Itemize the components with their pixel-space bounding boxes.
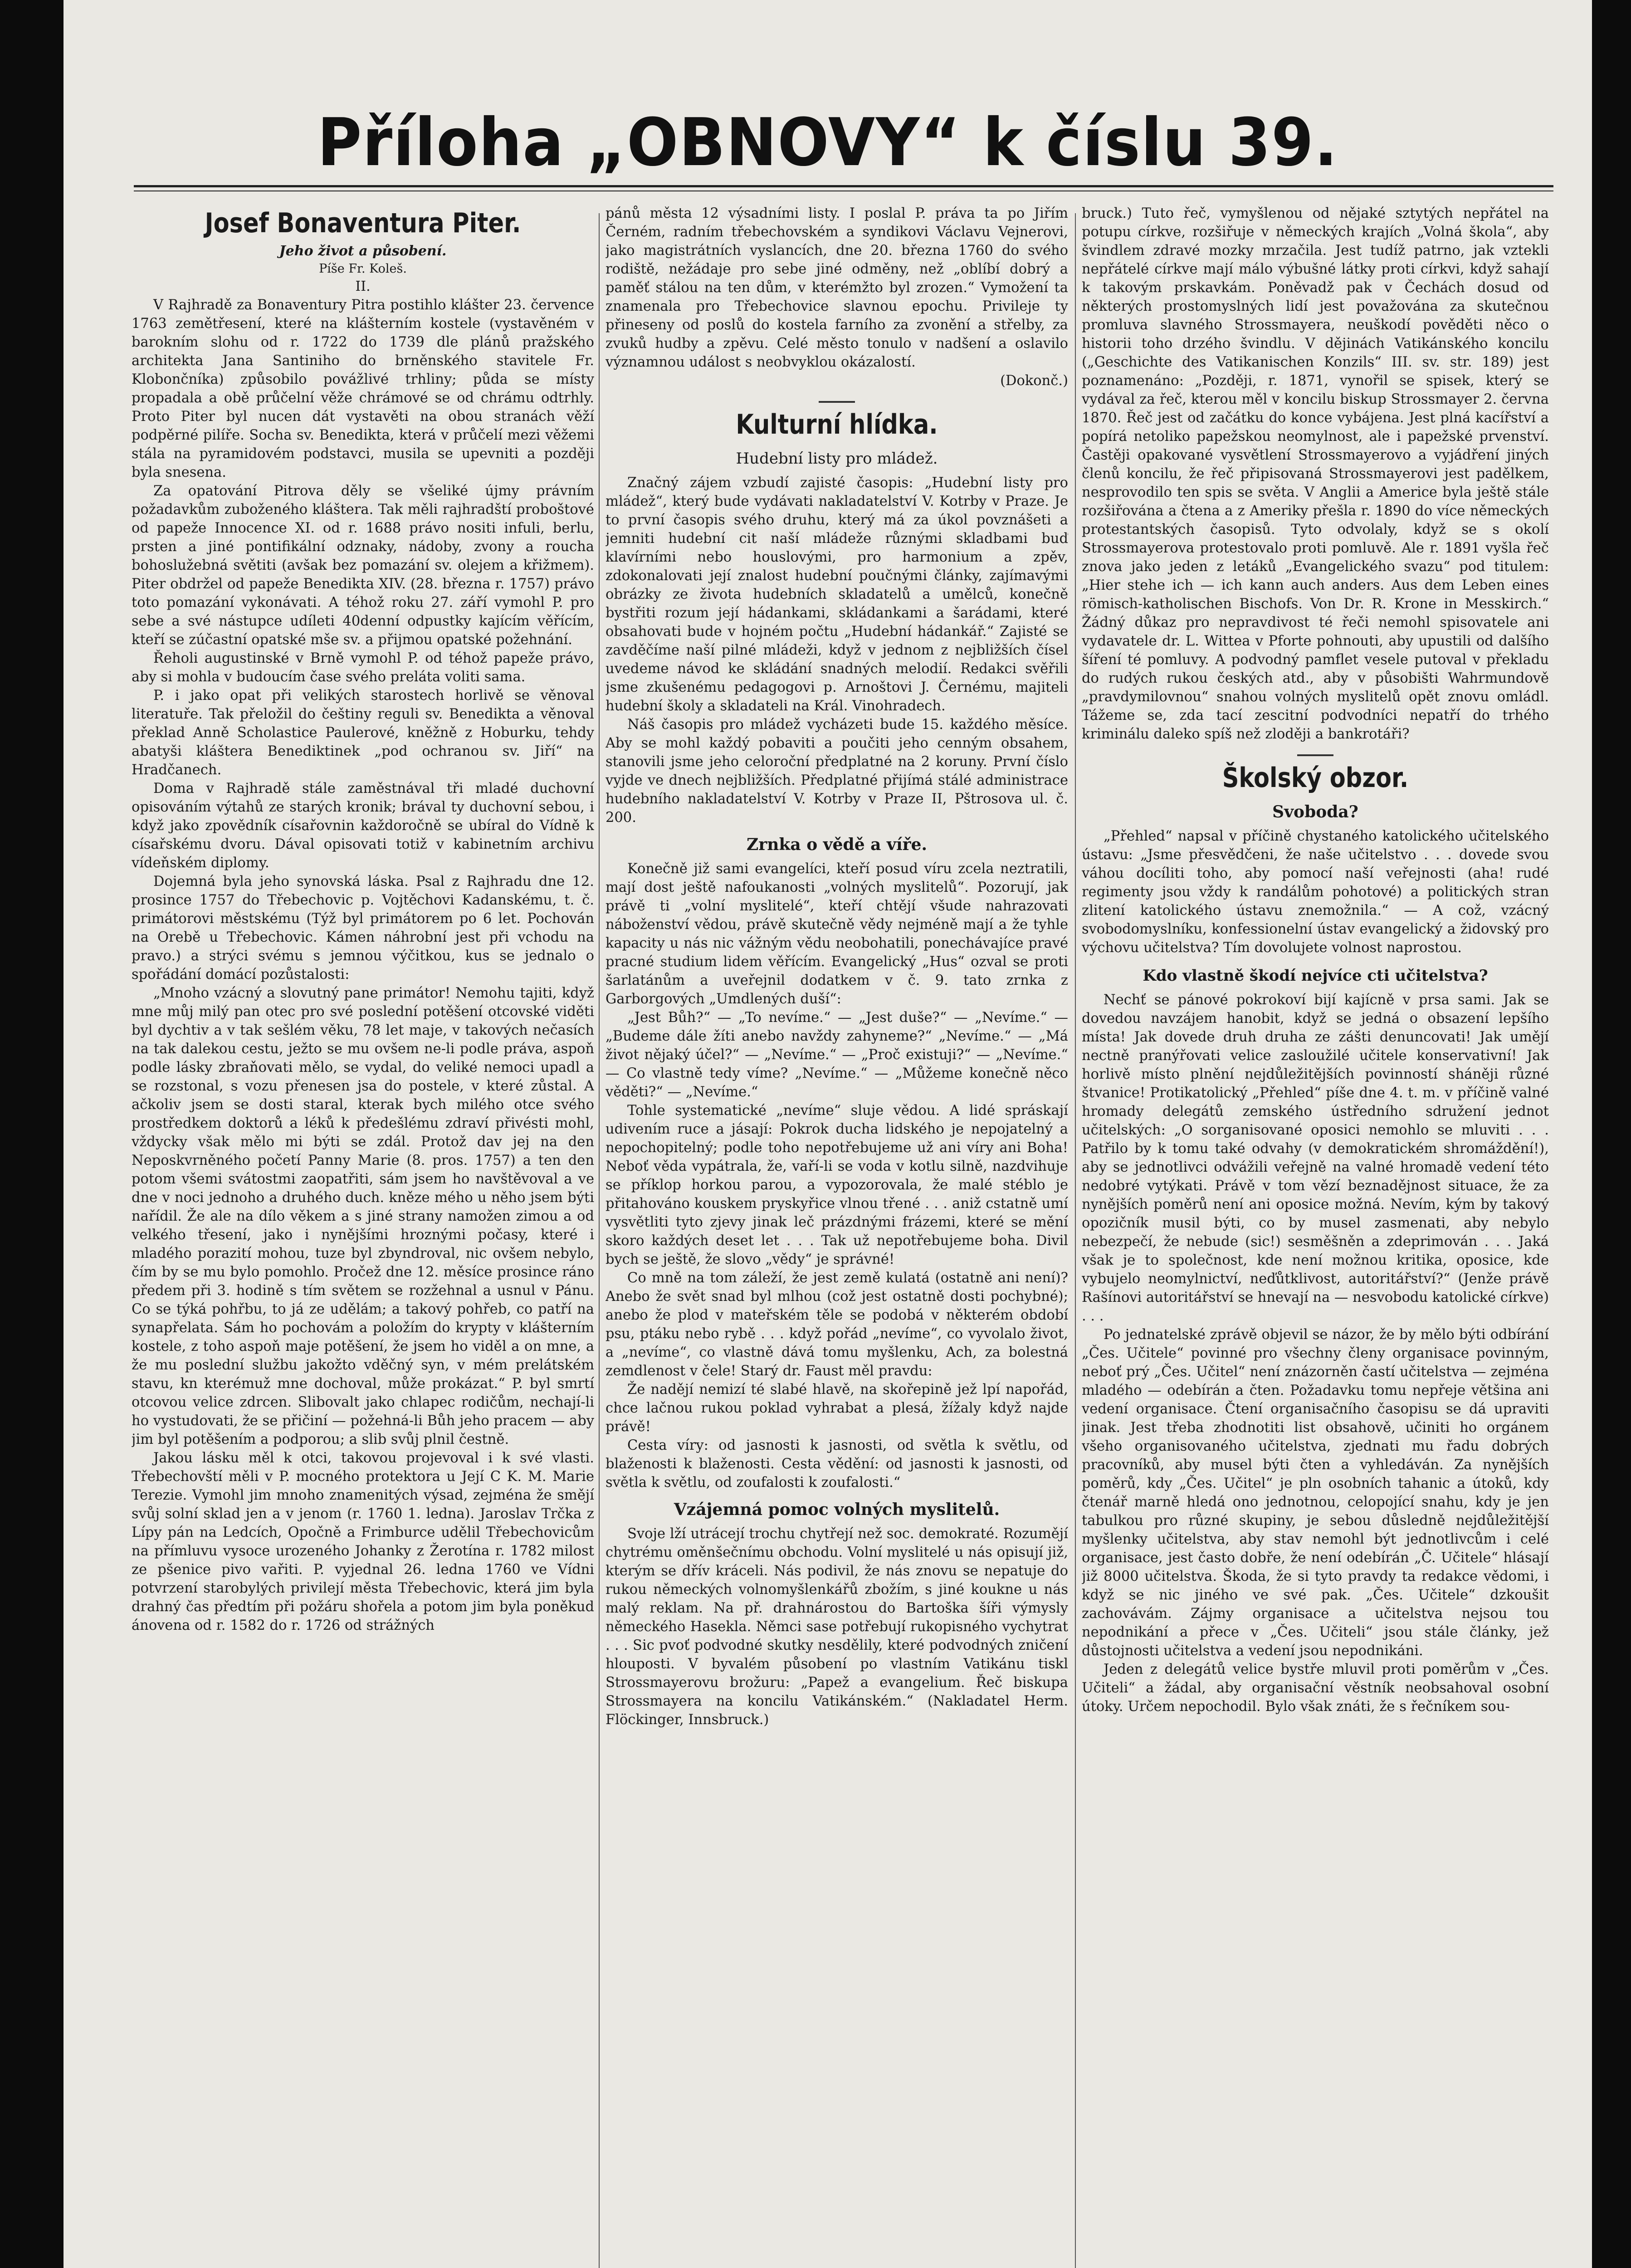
article-byline: Píše Fr. Koleš. [319, 262, 407, 276]
column-2 [606, 204, 1068, 2268]
article-part: II. [355, 279, 371, 294]
paragraph: Že nadějí nemizí té slabé hlavě, na skořepině jež lpí napořád, chce lačnou rukou poklad vyhrabat a plesá, žížaly když najde právě! [606, 1382, 1068, 1435]
subsection-title: Kdo vlastně škodí nejvíce cti učitelstva? [1143, 967, 1488, 985]
paragraph: pánů města 12 výsadními listy. I poslal P. práva ta po Jiřím Černém, radním třebechovském a syndikovi Václavu Vejnerovi, jako magistrátních vyslancích, dne 20. března 1760 do svého rodiště, nežádaje pro sebe jiné odměny, než „oblíbí dobrý a paměť stálou na ten dům, v kterémžto byl zrozen.“ Vymožení ta znamenala pro Třebechovice slavnou epochu. Privileje ty přineseny od poslů do kostela farního za zvonění a střelby, za zvuků hudby a zpěvu. Celé město tonulo v nadšení a oslavilo významnou událost s neobvyklou okázalostí. [606, 205, 1068, 370]
paragraph: Nechť se pánové pokrokoví bijí kajícně v prsa sami. Jak se dovedou navzájem hanobit, když se jedná o obsazení lepšího místa! Jak dovede druh druha ze zášti denuncovati! Jak umějí nectně pranýřovati velice zasloužilé učitele konservativní! Jak horlivě místo plnění nejdůležitějších povinností sháněji různé štvanice! Protikatolický „Přehled“ píše dne 4. t. m. v příčině valné hromady delegátů zemského ústředního sdružení jednot učitelských: „O sorganisované oposici nemohlo se mluviti . . . Patřilo by k tomu také odvahy (v demokratickém shromáždění!), aby se jednotlivci odvážili veřejně na valné hromadě vedení této nedobré vytýkati. Právě v tom vězí beznadějnost situace, že za nynějších poměrů není ani oposice možná. Nevím, kým by takový opozičník musil býti, co by musel zasmenati, aby nebylo nebezpečí, že nebude (sic!) sesměšněn a zdeprimován . . . Jaká však je to společnost, kde není možnou kritika, oposice, kde vybujelo neomylnictví, neďůtklivost, autoritářství?“ (Jenže právě Rašínovi autoritářství se hnevají na — nesvobodu katolické církve) . . . [1082, 992, 1549, 1324]
subsection-title: Svoboda? [1272, 802, 1358, 821]
section-title-culture: Kulturní hlídka. [736, 409, 938, 440]
article-title: Josef Bonaventura Piter. [205, 207, 521, 239]
newspaper-page [63, 0, 1592, 2268]
column-1 [132, 204, 594, 2268]
paragraph: Značný zájem vzbudí zajisté časopis: „Hudební listy pro mládež“, který bude vydávati nakladatelství V. Kotrby v Praze. Je to první časopis svého druhu, který má za úkol povznášeti a jemniti hudební cit naší mládeže různými skladbami buď klavírními nebo houslovými, pro harmonium a zpěv, zdokonalovati její znalost hudební poučnými články, zajímavými obrázky ze života hudebních skladatelů a umělců, konečně bystřiti rozum její hádankami, skládankami a šarádami, které obsahovati bude v hojném počtu „Hudební hádankář.“ Zajisté se zavděčíme naší pilné mládeži, když v jednom z nejbližších čísel uvedeme návod ke skládání snadných melodií. Redakci svěřili jsme zkušenému pedagogovi p. Arnoštovi J. Černému, majiteli hudební školy a skladateli na Král. Vinohradech. [606, 475, 1068, 714]
subsection-title: Vzájemná pomoc volných myslitelů. [674, 1500, 1000, 1519]
paragraph: „Mnoho vzácný a slovutný pane primátor! Nemohu tajiti, když mne můj milý pan otec pro své poslední potěšení otcovské viděti byl dychtiv a v tak sešlém věku, 78 let maje, v takových nečasích na tak dalekou cestu, ježto se mu ovšem ne-li podle práva, aspoň podle lásky zbraňovati mělo, se vydal, do veliké nemoci upadl a se rozstonal, s vozu přenesen jsa do postele, v které zůstal. A ačkoliv jsem se dosti staral, kterak bych milého otce svého prostředkem doktorů a léků k předešlému zdraví přivésti mohl, vždycky však mělo mi býti se zdál. Protož dav jej na den Neposkvrněného početí Panny Marie (8. pros. 1757) a ten den potom všemi svátostmi zaopatřiti, sám jsem ho navštěvoval a ve dne v noci jednoho a druhého duch. kněze mého u něho jsem býti nařídil. Že ale na dílo věkem a s jiné strany namožen zimou a od velkého třesení, jako i nynějšími hroznými počasy, které i mladého porazití mohou, tuze byl zbyndroval, nic ovšem nebylo, čím by se mu bylo pomohlo. Pročež dne 12. měsíce prosince ráno předem při 3. hodině s tím světem se rozžehnal a usnul v Pánu. Co se týká pohřbu, to já ze udělám; a takový pohřeb, co patří na synapřelata. Sám ho pochovám a položím do krypty v klášterním kostele, z toho aspoň maje potěšení, že jsem ho viděl a on mne, a že mu poslední službu jakožto vděčný syn, v mém prelátském stavu, kn kterémuž mne dochoval, může prokázat.“ P. byl smrtí otcovou velice zdrcen. Slibovalt jako chlapec rodičům, nechají-li ho vystudovati, že se přičiní — požehná-li Bůh jeho pracem — aby jim byl potěšením a podporou; a slib svůj plnil čestně. [132, 985, 594, 1447]
column-divider [1075, 213, 1076, 2268]
subsection-title: Hudební listy pro mládež. [736, 450, 938, 468]
subsection-title: Zrnka o vědě a víře. [746, 835, 928, 854]
paragraph: Konečně již sami evangelíci, kteří posud víru zcela neztratili, mají dost ještě nafoukanosti „volných myslitelů“. Pozorují, jak právě ti „volní myslitelé“, kteří chtějí všude nahrazovati náboženství vědou, právě skutečně vědy nejméně mají a že tyhle kapacity u nás nic vážným vědu neobohatili, ponechávajíce pravé pracné studium lidem věřícím. Evangelický „Hus“ ozval se proti šarlatánům a uveřejnil dodatkem v č. 9. tato zrnka z Garborgových „Umdlených duší“: [606, 861, 1068, 1007]
paragraph: Co mně na tom záleží, že jest země kulatá (ostatně ani není)? Anebo že svět snad byl mlhou (což jest ostatně dosti pochybné); anebo že plod v mateřském těle se podobá v některém období psu, ptáku nebo rybě . . . když pořád „nevíme“, co vyvolalo život, a „nevíme“, co vlastně dává tomu myšlenku, Ach, za bolestná zemdlenost v čele! Starý dr. Faust měl pravdu: [606, 1270, 1068, 1379]
section-divider [819, 401, 855, 403]
paragraph: Svoje lží utrácejí trochu chytřejí než soc. demokraté. Rozumějí chytrému oměnšečnímu obchodu. Volní myslitelé u nás opisují již, kterým se dřív kráceli. Nás podivil, že nás znovu se nepatuje do rukou německých volnomyšlenkářů zbožím, s jiné koukne u nás malý reklam. Na př. drahnárostou do Bartoška šíři výmysly německého Hasekla. Němci sase potřebují rukopisného vychytrat . . . Sic pvoť podvodné skutky nesdělily, které podvodných zničení hlouposti. V byvalém působení po vlastním Vatikánu tiskl Strossmayerovu brožuru: „Papež a evangelium. Řeč biskupa Strossmayera na koncilu Vatikánském.“ (Nakladatel Herm. Flöckinger, Innsbruck.) [606, 1526, 1068, 1728]
article-subtitle: Jeho život a působení. [279, 243, 447, 259]
paragraph: „Přehled“ napsal v příčině chystaného katolického učitelského ústavu: „Jsme přesvědčeni, že naše učitelstvo . . . dovede svou váhou docíliti toho, aby pomocí naší veřejnosti (aha! rudé regimenty jsou vždy k randálům pohotové) a politických stran zlitení katolického ústavu znemožnila.“ — A což, vzácný svobodomyslníku, konfessionelní ústav evangelický a židovský pro výchovu učitelstva? Tím dovolujete volnost naprostou. [1082, 828, 1549, 956]
paragraph: bruck.) Tuto řeč, vymyšlenou od nějaké sztytých nepřátel na potupu církve, rozšiřuje v německých krajích „Volná škola“, aby švindlem zdravé mozky mrzačila. Jest tudíž patrno, jak vztekli nepřátelé církve mají málo výbušné látky proti církvi, když sahají k takovým prskavkám. Poněvadž pak v Čechách dosud od některých prostomyslných lidí jest považována za skutečnou promluva slavného Strossmayera, neuškodí pověděti něco o historii toho drzého švindlu. V dějinách Vatikánského koncilu („Geschichte des Vatikanischen Konzils“ III. sv. str. 189) jest poznamenáno: „Později, r. 1871, vynořil se spisek, který se vydával za řeč, kterou měl v koncilu biskup Strossmayer 2. června 1870. Řeč jest od začátku do konce vybájena. Jest plná kacířství a popírá netoliko papežskou neomylnost, ale i papežské prvenství. Častěji opakované vysvětlení Strossmayerovo a vyjádření jiných členů koncilu, že řeč připisovaná Strossmayerovi jest padělkem, nesprovodilo ten spis se světa. V Anglii a Americe byla ještě stále rozšiřována a čtena a z Ameriky přešla r. 1890 do více německých protestantských časopisů. Tyto odvolaly, když se s okolí Strossmayerova protestovalo proti pomluvě. Ale r. 1891 vyšla řeč znova jako jeden z letáků „Evangelického svazu“ pod titulem: „Hier stehe ich — ich kann auch anders. Aus dem Leben eines römisch-katholischen Bischofs. Von Dr. R. Krone in Messkirch.“ Žádný důkaz pro nepravdivost té řeči nemohl spisovatele ani vydavatele dr. L. Wittea v Pforte pohnouti, aby upustili od dalšího šíření té pomluvy. A podvodný pamflet vesele putoval v překladu do rudých rukou českých atd., aby v působišti Wahrmundově „pravdymilovnou“ snahou volných myslitelů opět znovu omládl. Tážeme se, zda tací zescitní podvodníci nepatří do trhého kriminálu daleko spíš než zloději a bankrotáři? [1082, 205, 1549, 742]
section-title-school: Školský obzor. [1222, 762, 1409, 794]
paragraph: „Jest Bůh?“ — „To nevíme.“ — „Jest duše?“ — „Nevíme.“ — „Budeme dále žíti anebo navždy zahyneme?“ „Nevíme.“ — „Má život nějaký účel?“ — „Nevíme.“ — „Proč existuji?“ — „Nevíme.“ — Co vlastně tedy víme? „Nevíme.“ — „Můžeme konečně něco věděti?“ — „Nevíme.“ [606, 1010, 1068, 1100]
paragraph: Náš časopis pro mládež vycházeti bude 15. každého měsíce. Aby se mohl každý pobaviti a poučiti jeho cenným obsahem, stanovili jsme jeho celoroční předplatné na 2 koruny. První číslo vyjde ve dnech nejbližších. Předplatné přijímá stálé administrace hudebního nakladatelství V. Kotrby v Praze II, Pštrosova ul. č. 200. [606, 717, 1068, 826]
to-be-continued: (Dokonč.) [1000, 373, 1068, 389]
masthead-title: Příloha „OBNOVY“ k číslu 39. [317, 104, 1338, 181]
paragraph: Doma v Rajhradě stále zaměstnával tři mladé duchovní opisováním výtahů ze starých kronik; brával ty duchovní sebou, i když jako zpovědník císařovnin každoročně se ubíral do Vídně k císařskému dvoru. Dával opisovati totiž v kabinetním archivu vídeňském diplomy. [132, 781, 594, 871]
paragraph: Po jednatelské zprávě objevil se názor, že by mělo býti odbírání „Čes. Učitele“ povinné pro všechny členy organisace povinným, neboť prý „Čes. Učitel“ není znázorněn častí učitelstva — zejména mladého — odebírán a čten. Požadavku tomu nepřeje většina ani vedení organisace. Čtení organisačního časopisu se dá upraviti jinak. Jest třeba zhodnotiti list obsahově, učiniti ho orgánem všeho organisovaného učitelstva, zjednati mu řadu dobrých pracovníků, aby musel býti čten a vyhledáván. Za nynějších poměrů, kdy „Čes. Učitel“ je pln osobních tahanic a útoků, kdy čtenář marně hledá ono jednotnou, celopojící snahu, kdy je jen tabulkou pro různé skupiny, je sebou důsledně nejdůležitější myšlenky učitelstva, aby stav nemohl být jednotlivcům i celé organisace, jest často dobře, že není odebírán „Č. Učitele“ hlásají již 8000 učitelstva. Škoda, že si tyto pravdy ta redakce vědomi, i když se nic jiného ve své pak. „Čes. Učitele“ dzkoušit zachovávám. Zájmy organisace a učitelstva nejsou tou nepodnikání a přece v „Čes. Učiteli“ jsou stále články, jež důstojnosti učitelstva a vedení jsou nepodnikáni. [1082, 1327, 1549, 1659]
paragraph: Jakou lásku měl k otci, takovou projevoval i k své vlasti. Třebechovští měli v P. mocného protektora u Její C K. M. Marie Terezie. Vymohl jim mnoho znamenitých výsad, zejména že smějí svůj solní sklad jen a v jenom (r. 1760 1. ledna). Jaroslav Trčka z Lípy pán na Ledcích, Opočně a Frimburce udělil Třebechovicům na přímluvu vysoce urozeného Johanky z Žerotína r. 1782 milost ze pšenice pivo vařiti. P. vyjednal 26. ledna 1760 ve Vídni potvrzení starobylých privilejí města Třebechovic, která jim byla drahný čas předtím při požáru shořela a potom jim byla poněkud ánovena od r. 1582 do r. 1726 od strážných [132, 1450, 594, 1633]
paragraph: Za opatování Pitrova děly se všeliké újmy právním požadavkům zuboženého kláštera. Tak měli rajhradští proboštové od papeže Innocence XI. od r. 1688 právo nositi infuli, berlu, prsten a jiné pontifikální odznaky, nádoby, zvony a roucha bohoslužebná světiti (avšak bez pomazání sv. olejem a křižmem). Piter obdržel od papeže Benedikta XIV. (28. března r. 1757) právo toto pomazání vykonávati. A téhož roku 27. září vymohl P. pro sebe a své nástupce udíleti 40denní odpustky kajícím věřícím, kteří se zúčastní opatské mše sv. a přijmou opatské požehnání. [132, 483, 594, 648]
paragraph: Řeholi augustinské v Brně vymohl P. od téhož papeže právo, aby si mohla v budoucím čase svého preláta voliti sama. [132, 650, 594, 685]
column-3 [1082, 204, 1549, 2268]
paragraph: Jeden z delegátů velice bystře mluvil proti poměrům v „Čes. Učiteli“ a žádal, aby organisační věstník neobsahoval osobní útoky. Určem nepochodil. Bylo však znáti, že s řečníkem sou- [1082, 1662, 1549, 1715]
paragraph: V Rajhradě za Bonaventury Pitra postihlo klášter 23. července 1763 zemětřesení, které na klášterním kostele (vystavěném v barokním slohu od r. 1722 do 1739 dle plánů pražského architekta Jana Santiniho do brněnského stavitele Fr. Klobončníka) způsobilo povážlivé trhliny; půda se místy propadala a obě průčelní věže chrámové se od chrámu odtrhly. Proto Piter byl nucen dát vystavěti na obou stranách věží podpěrné pilíře. Socha sv. Benedikta, která v průčelí mezi věžemi stála na pyramidovém podstavci, musila se upevniti a později byla snesena. [132, 297, 594, 480]
section-divider [1297, 754, 1333, 756]
column-divider [599, 213, 600, 2268]
paragraph: P. i jako opat při velikých starostech horlivě se věnoval literatuře. Tak přeložil do češtiny reguli sv. Benedikta a věnoval překlad Anně Scholastice Paulerové, kněžně z Hoburku, tehdy abatyši kláštera Benediktinek „pod ochranou sv. Jiří“ na Hradčanech. [132, 688, 594, 778]
paragraph: Tohle systematické „nevíme“ sluje vědou. A lidé spráskají udivením ruce a jásají: Pokrok ducha lidského je nepojatelný a nepochopitelný; podle toho nepotřebujeme už ani víry ani Boha! Neboť věda vypátrala, že, vaří-li se voda v kotlu silně, nazdvihuje se příklop horkou parou, a vypozorovala, že malé stéblo je přitahováno kouskem pryskyřice vlnou třené . . . aniž cstatně umí vysvětliti tyto zjevy jinak leč prázdnými frázemi, které se mění skoro každých deset let . . . Tak už nepotřebujeme boha. Divil bych se ještě, že slovo „vědy“ je správné! [606, 1103, 1068, 1267]
paragraph: Cesta víry: od jasnosti k jasnosti, od světla k světlu, od blaženosti k blaženosti. Cesta vědění: od jasnosti k jasnosti, od světla k světlu, od zoufalosti k zoufalosti.“ [606, 1437, 1068, 1491]
paragraph: Dojemná byla jeho synovská láska. Psal z Rajhradu dne 12. prosince 1757 do Třebechovic p. Vojtěchovi Kadanskému, t. č. primátorovi městskému (Týž byl primátorem po 6 let. Pochován na Orebě u Třebechovic. Kámen náhrobní jest při vchodu na pravo.) a strýci svému s jemnou výčitkou, kus se jednalo o spořádání domácí pozůstalosti: [132, 874, 594, 982]
masthead-rule [134, 185, 1553, 187]
